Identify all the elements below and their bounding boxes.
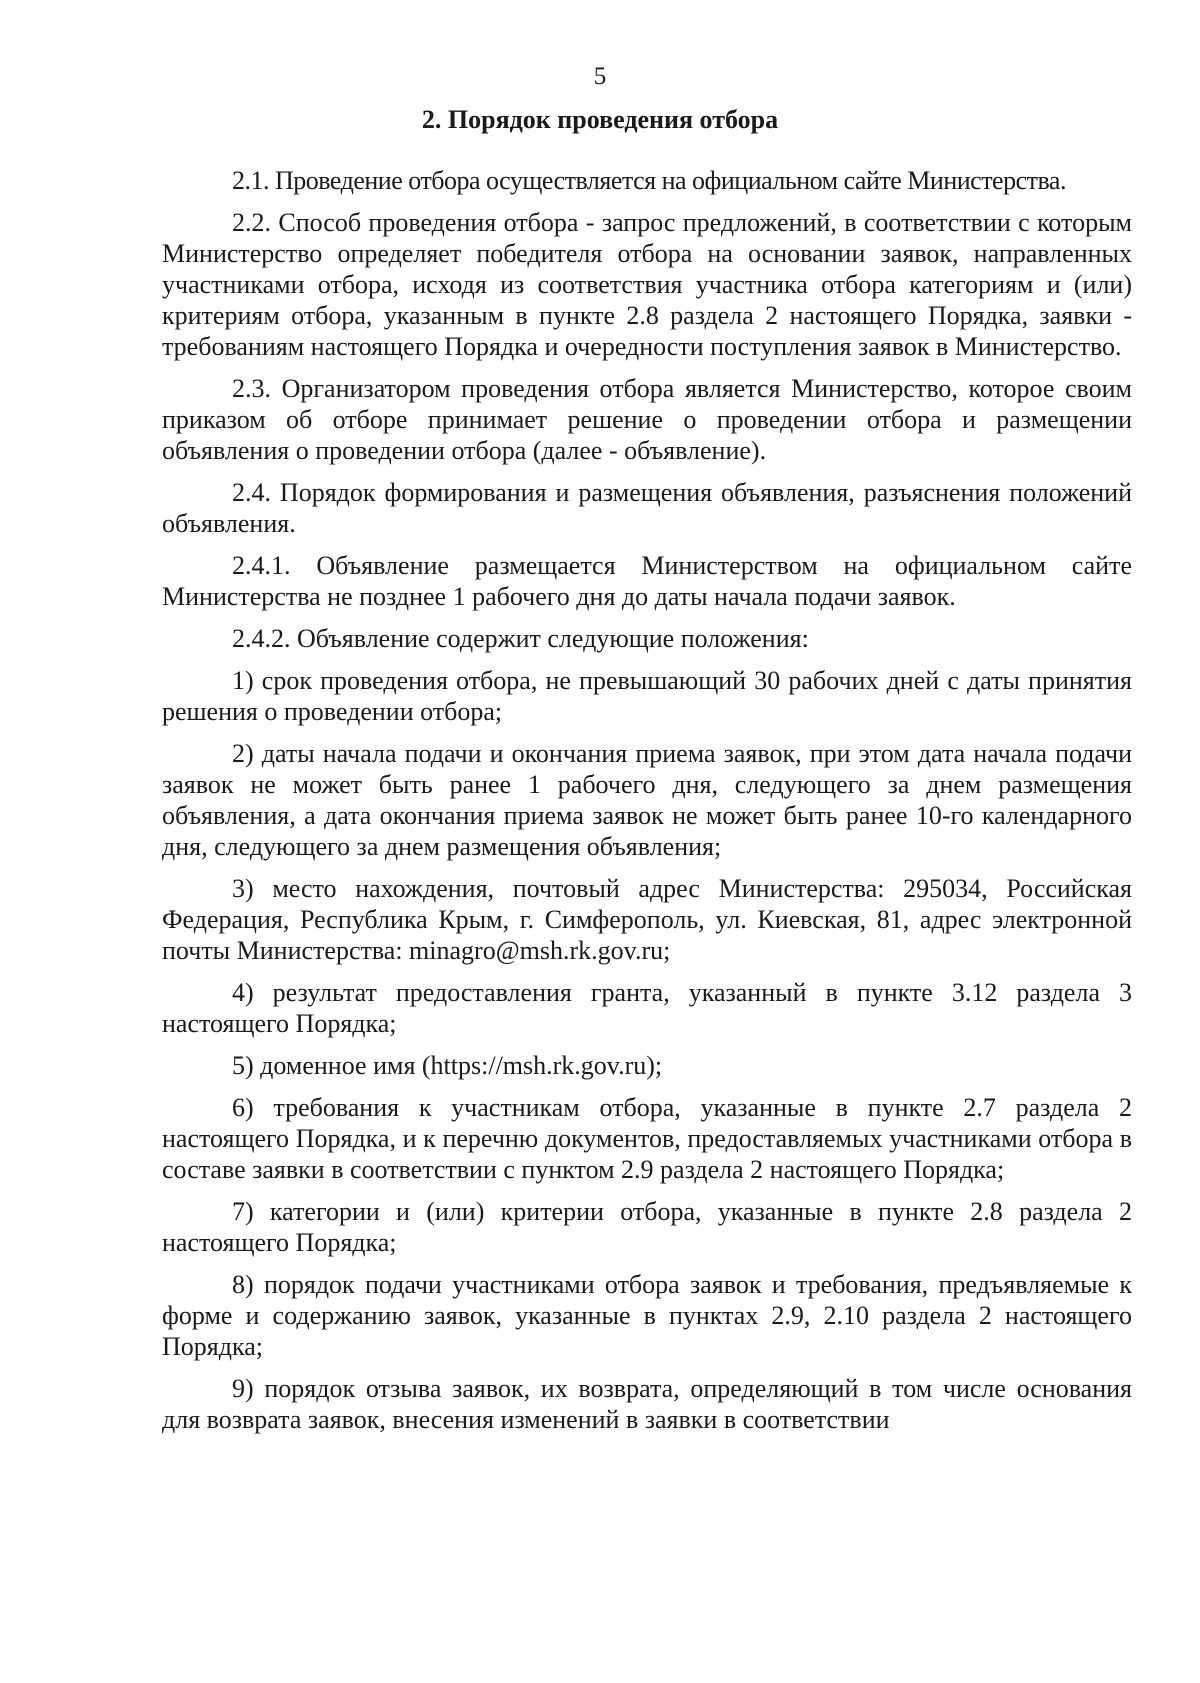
- paragraph-2-1: 2.1. Проведение отбора осуществляется на официальном сайте Министерства.: [232, 166, 1066, 195]
- list-item-8: 8) порядок подачи участниками отбора заявок и требования, предъявляемые к форме и содержанию заявок, указанные в пунктах 2.9, 2.10 раздела 2 настоящего Порядка;: [162, 1270, 1132, 1361]
- document-body: [162, 165, 1132, 1446]
- paragraph-2-3: 2.3. Организатором проведения отбора является Министерство, которое своим приказом об отборе принимает решение о проведении отбора и размещении объявления о проведении отбора (далее - объявление).: [162, 374, 1132, 465]
- paragraph-2-4-1: 2.4.1. Объявление размещается Министерством на официальном сайте Министерства не позднее 1 рабочего дня до даты начала подачи заявок.: [162, 551, 1132, 611]
- list-item-7: 7) категории и (или) критерии отбора, указанные в пункте 2.8 раздела 2 настоящего Порядка;: [162, 1197, 1132, 1257]
- list-item-6: 6) требования к участникам отбора, указанные в пункте 2.7 раздела 2 настоящего Порядка, и к перечню документов, предоставляемых участниками отбора в составе заявки в соответствии с пунктом 2.9 раздела 2 настоящего Порядка;: [162, 1093, 1132, 1184]
- list-item-4: 4) результат предоставления гранта, указанный в пункте 3.12 раздела 3 настоящего Порядка;: [162, 978, 1132, 1038]
- section-title: 2. Порядок проведения отбора: [421, 105, 779, 134]
- paragraph-2-4: 2.4. Порядок формирования и размещения объявления, разъяснения положений объявления.: [162, 478, 1132, 538]
- paragraph-2-4-2: 2.4.2. Объявление содержит следующие положения:: [232, 624, 809, 653]
- page-number: 5: [593, 63, 607, 90]
- list-item-9: 9) порядок отзыва заявок, их возврата, определяющий в том числе основания для возврата заявок, внесения изменений в заявки в соответствии: [162, 1374, 1132, 1434]
- list-item-2: 2) даты начала подачи и окончания приема заявок, при этом дата начала подачи заявок не может быть ранее 1 рабочего дня, следующего за днем размещения объявления, а дата окончания приема заявок не может быть ранее 10-го календарного дня, следующего за днем размещения объявления;: [162, 739, 1132, 861]
- list-item-5: 5) доменное имя (https://msh.rk.gov.ru);: [232, 1051, 663, 1080]
- paragraph-2-2: 2.2. Способ проведения отбора - запрос предложений, в соответствии с которым Министерство определяет победителя отбора на основании заявок, направленных участниками отбора, исходя из соответствия участника отбора категориям и (или) критериям отбора, указанным в пункте 2.8 раздела 2 настоящего Порядка, заявки - требованиям настоящего Порядка и очередности поступления заявок в Министерство.: [162, 208, 1132, 361]
- list-item-3: 3) место нахождения, почтовый адрес Министерства: 295034, Российская Федерация, Республика Крым, г. Симферополь, ул. Киевская, 81, адрес электронной почты Министерства: minagro@msh.rk.gov.ru;: [162, 874, 1132, 965]
- list-item-1: 1) срок проведения отбора, не превышающий 30 рабочих дней с даты принятия решения о проведении отбора;: [162, 666, 1132, 726]
